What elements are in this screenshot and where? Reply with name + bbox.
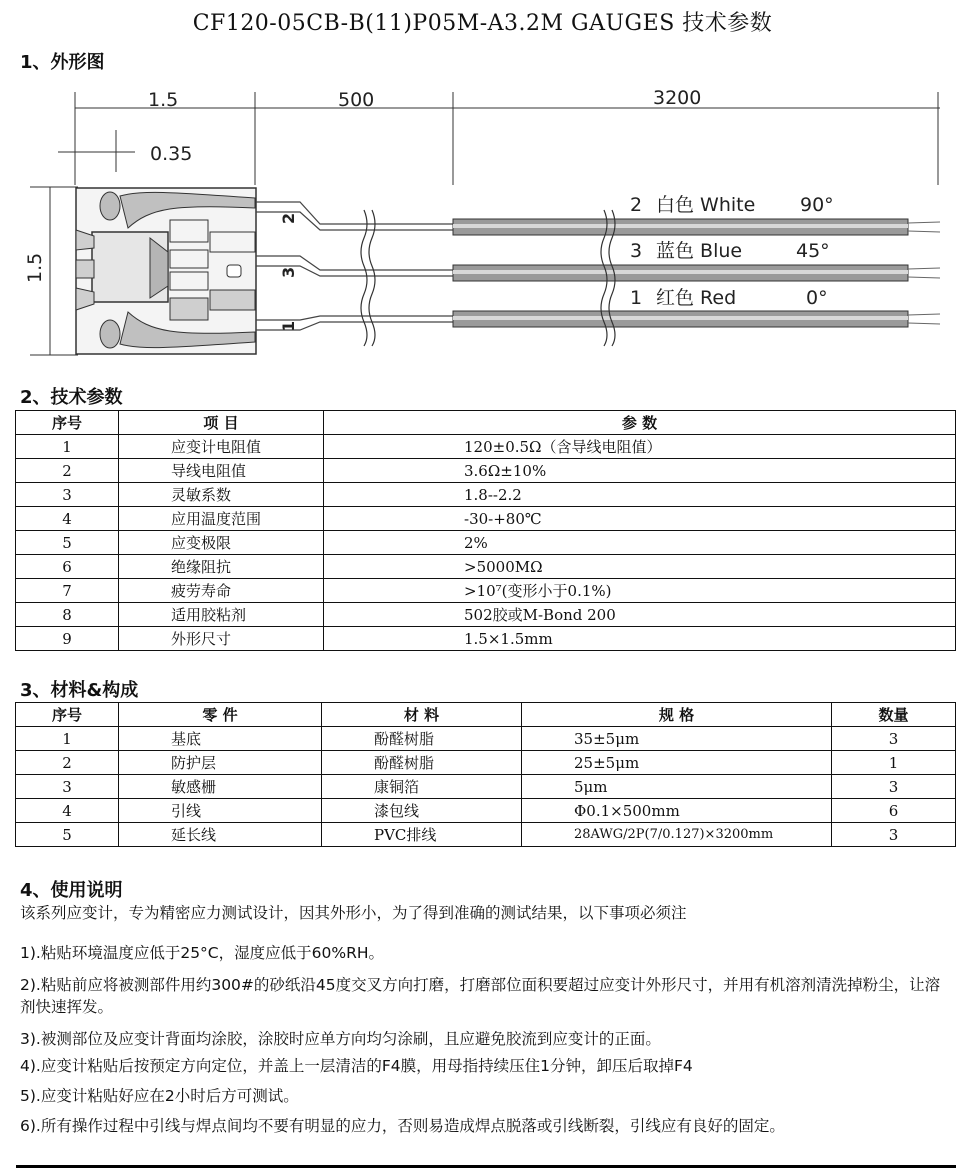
pin-label-3: 3: [279, 266, 298, 278]
table-row: 3 敏感栅 康铜箔 5μm 3: [16, 775, 956, 799]
wire-3-num: 3: [630, 240, 643, 262]
cable-group: [453, 219, 940, 327]
section-heading-materials: 3、材料&构成: [20, 680, 139, 701]
dim-text-500: 500: [338, 89, 375, 111]
outline-drawing: [0, 80, 965, 380]
dim-text-0-35: 0.35: [150, 143, 193, 165]
material-header-qty: 数量: [832, 703, 956, 727]
usage-item-3: 3).被测部位及应变计背面均涂胶，涂胶时应单方向均匀涂刷，且应避免胶流到应变计的正面。: [20, 1030, 661, 1048]
spec-header-value: 参 数: [324, 411, 956, 435]
section-heading-outline: 1、外形图: [20, 52, 105, 73]
wire-1-color: 红色 Red: [656, 287, 737, 309]
table-row: 1 基底 酚醛树脂 35±5μm 3: [16, 727, 956, 751]
dim-text-1-5: 1.5: [148, 89, 179, 111]
gauge-body: [76, 188, 256, 354]
table-row: 7 疲劳寿命 >10⁷(变形小于0.1%): [16, 579, 956, 603]
bottom-rule: [16, 1165, 956, 1168]
dim-text-3200: 3200: [653, 87, 702, 109]
material-header-no: 序号: [16, 703, 119, 727]
table-row: 4 应用温度范围 -30-+80℃: [16, 507, 956, 531]
material-header-spec: 规 格: [522, 703, 832, 727]
table-row: 1 应变计电阻值 120±0.5Ω（含导线电阻值）: [16, 435, 956, 459]
wire-2-num: 2: [630, 194, 643, 216]
wire-1-num: 1: [630, 287, 643, 309]
material-table: [15, 702, 956, 847]
usage-item-1: 1).粘贴环境温度应低于25°C，湿度应低于60%RH。: [20, 944, 385, 962]
pin-label-2: 2: [279, 212, 298, 224]
spec-table: [15, 410, 956, 651]
page-title: CF120-05CB-B(11)P05M-A3.2M GAUGES 技术参数: [192, 11, 773, 36]
dim-text-1-5-side: 1.5: [24, 252, 46, 283]
wire-2-color: 白色 White: [656, 194, 756, 216]
material-header-material: 材 料: [322, 703, 522, 727]
wire-1-angle: 0°: [806, 287, 828, 309]
section-heading-usage: 4、使用说明: [20, 880, 123, 901]
wire-2-angle: 90°: [800, 194, 834, 216]
usage-item-5: 5).应变计粘贴好应在2小时后方可测试。: [20, 1087, 299, 1105]
spec-header-no: 序号: [16, 411, 119, 435]
pin-label-1: 1: [279, 320, 298, 332]
spec-table-header: [16, 411, 956, 435]
wire-3-angle: 45°: [796, 240, 830, 262]
table-row: 2 防护层 酚醛树脂 25±5μm 1: [16, 751, 956, 775]
usage-intro: 该系列应变计，专为精密应力测试设计，因其外形小，为了得到准确的测试结果，以下事项必须注: [20, 904, 687, 922]
table-row: 3 灵敏系数 1.8--2.2: [16, 483, 956, 507]
usage-item-4: 4).应变计粘贴后按预定方向定位，并盖上一层清洁的F4膜，用母指持续压住1分钟，卸压后取掉F4: [20, 1057, 693, 1075]
table-row: 2 导线电阻值 3.6Ω±10%: [16, 459, 956, 483]
table-row: 9 外形尺寸 1.5×1.5mm: [16, 627, 956, 651]
material-header-part: 零 件: [119, 703, 322, 727]
material-table-header: [16, 703, 956, 727]
table-row: 5 应变极限 2%: [16, 531, 956, 555]
spec-header-item: 项 目: [119, 411, 324, 435]
section-heading-spec: 2、技术参数: [20, 387, 123, 408]
table-row: 8 适用胶粘剂 502胶或M-Bond 200: [16, 603, 956, 627]
table-row: 5 延长线 PVC排线 28AWG/2P(7/0.127)×3200mm 3: [16, 823, 956, 847]
usage-item-6: 6).所有操作过程中引线与焊点间均不要有明显的应力，否则易造成焊点脱落或引线断裂，引线应有良好的固定。: [20, 1117, 785, 1135]
usage-item-2: 2).粘贴前应将被测部件用约300#的砂纸沿45度交叉方向打磨，打磨部位面积要超过应变计外形尺寸，并用有机溶剂清洗掉粉尘，让溶剂快速挥发。: [20, 976, 941, 1016]
table-row: 6 绝缘阻抗 >5000MΩ: [16, 555, 956, 579]
wire-3-color: 蓝色 Blue: [656, 240, 743, 262]
table-row: 4 引线 漆包线 Φ0.1×500mm 6: [16, 799, 956, 823]
